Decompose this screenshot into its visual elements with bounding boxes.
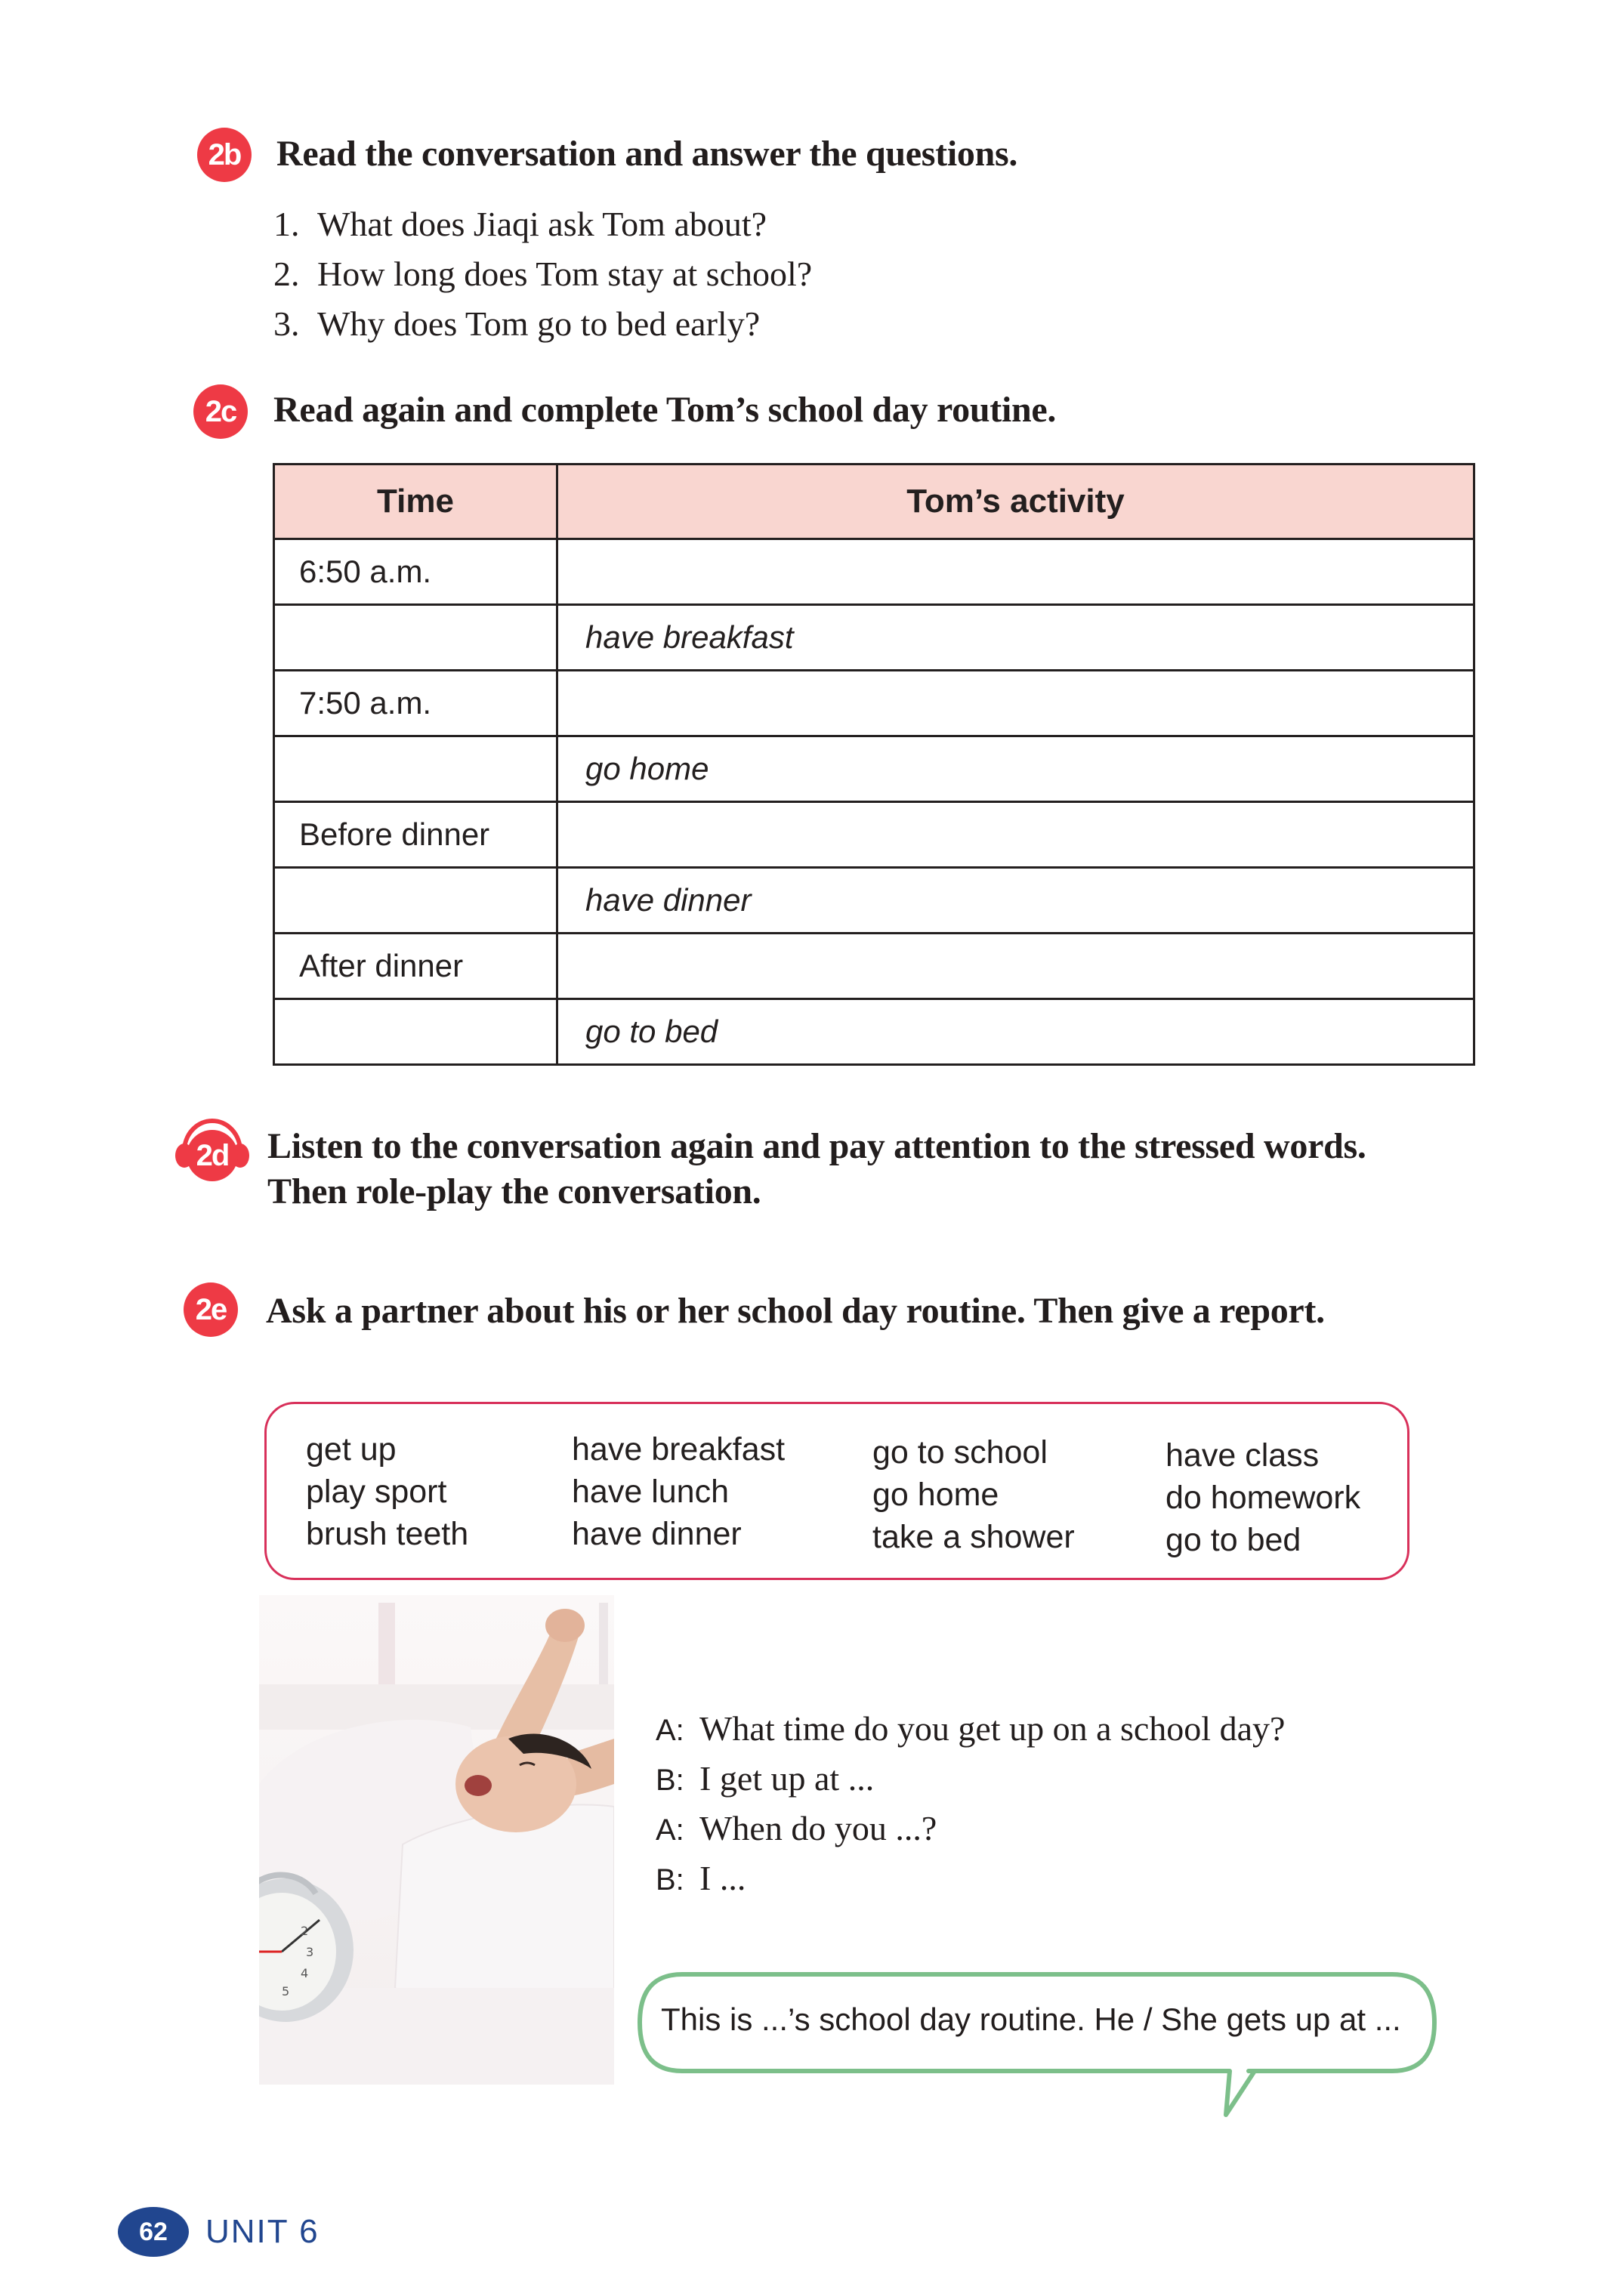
report-speech-bubble: This is ...’s school day routine. He / She gets up at ...: [661, 2002, 1401, 2037]
question-text: What does Jiaqi ask Tom about?: [317, 205, 767, 243]
dialogue-line: [656, 1808, 937, 1848]
badge-label: 2d: [196, 1138, 229, 1172]
table-row: [274, 539, 1474, 605]
table-row: [274, 999, 1474, 1065]
activity-cell: have dinner: [557, 868, 1474, 934]
exercise-badge-2e: [184, 1282, 238, 1337]
dialogue-text: When do you ...?: [699, 1809, 937, 1847]
question-number: 2.: [273, 255, 300, 293]
time-cell: After dinner: [274, 934, 557, 999]
phrase-column-3: [872, 1431, 1075, 1558]
badge-label: 2c: [205, 394, 236, 428]
question-2: [273, 254, 812, 294]
page-number-badge: [118, 2207, 189, 2257]
question-number: 3.: [273, 304, 300, 343]
phrase-item: have lunch: [572, 1474, 729, 1510]
instruction-2d-line1: Listen to the conversation again and pay attention to the stressed words.: [267, 1126, 1366, 1166]
svg-text:3: 3: [306, 1945, 314, 1959]
dialogue-text: I ...: [699, 1859, 746, 1897]
badge-label: 2b: [208, 137, 241, 171]
activity-cell: have breakfast: [557, 605, 1474, 671]
table-header-row: [274, 465, 1474, 539]
speaker-label: A:: [656, 1813, 684, 1847]
table-row: [274, 868, 1474, 934]
svg-text:4: 4: [301, 1966, 309, 1980]
time-cell[interactable]: [274, 605, 557, 671]
time-cell[interactable]: [274, 999, 557, 1065]
table-row: [274, 802, 1474, 868]
activity-cell[interactable]: [557, 539, 1474, 605]
svg-text:5: 5: [282, 1984, 290, 1999]
instruction-2c: Read again and complete Tom’s school day routine.: [273, 390, 1057, 430]
dialogue-line: [656, 1708, 1285, 1748]
speaker-label: A:: [656, 1714, 684, 1747]
dialogue-text: I get up at ...: [699, 1759, 875, 1798]
question-3: [273, 304, 760, 344]
page-number: 62: [139, 2217, 168, 2246]
dialogue-text: What time do you get up on a school day?: [699, 1709, 1286, 1748]
activity-cell[interactable]: [557, 802, 1474, 868]
phrase-item: brush teeth: [306, 1516, 469, 1552]
routine-table: [273, 463, 1475, 1066]
badge-label: 2e: [195, 1292, 227, 1326]
speech-bubble-outline: [637, 1971, 1437, 2122]
phrase-item: have class: [1166, 1437, 1320, 1474]
table-row: [274, 736, 1474, 802]
time-cell: 7:50 a.m.: [274, 671, 557, 736]
question-text: How long does Tom stay at school?: [317, 255, 813, 293]
phrase-item: get up: [306, 1431, 397, 1468]
exercise-badge-2c: [193, 384, 248, 439]
phrase-item: play sport: [306, 1474, 447, 1510]
boy-waking-up-illustration: [259, 1595, 614, 2085]
svg-text:2: 2: [301, 1924, 309, 1938]
dialogue-line: [656, 1858, 746, 1898]
dialogue-line: [656, 1758, 874, 1798]
phrase-column-4: [1166, 1434, 1360, 1561]
question-text: Why does Tom go to bed early?: [317, 304, 761, 343]
time-cell[interactable]: [274, 868, 557, 934]
phrase-item: have dinner: [572, 1516, 742, 1552]
phrase-item: go home: [872, 1477, 999, 1513]
phrase-item: have breakfast: [572, 1431, 786, 1468]
column-header-activity: Tom’s activity: [557, 465, 1474, 539]
speaker-label: B:: [656, 1863, 684, 1897]
exercise-badge-2d: [185, 1128, 239, 1183]
phrase-item: take a shower: [872, 1519, 1075, 1555]
table-row: [274, 605, 1474, 671]
phrase-item: go to bed: [1166, 1522, 1301, 1558]
question-number: 1.: [273, 205, 300, 243]
exercise-badge-2b: [197, 128, 252, 182]
instruction-2e: Ask a partner about his or her school day routine. Then give a report.: [266, 1291, 1325, 1331]
time-cell[interactable]: 6:50 a.m.: [274, 539, 557, 605]
phrase-item: do homework: [1166, 1480, 1361, 1516]
phrase-column-1: [306, 1428, 468, 1555]
time-cell: Before dinner: [274, 802, 557, 868]
table-row: [274, 671, 1474, 736]
unit-label: UNIT 6: [205, 2213, 320, 2250]
phrase-column-2: [572, 1428, 785, 1555]
instruction-2b: Read the conversation and answer the questions.: [276, 134, 1018, 174]
activity-cell: go to bed: [557, 999, 1474, 1065]
column-header-time: Time: [274, 465, 557, 539]
activity-cell: go home: [557, 736, 1474, 802]
instruction-2d-line2: Then role-play the conversation.: [267, 1171, 761, 1211]
activity-cell[interactable]: [557, 934, 1474, 999]
phrase-item: go to school: [872, 1434, 1048, 1471]
activity-cell[interactable]: [557, 671, 1474, 736]
question-1: [273, 204, 767, 244]
time-cell[interactable]: [274, 736, 557, 802]
table-row: [274, 934, 1474, 999]
boy-waking-up-photo: [259, 1595, 614, 2085]
phrase-word-box: [264, 1402, 1409, 1580]
speaker-label: B:: [656, 1764, 684, 1797]
